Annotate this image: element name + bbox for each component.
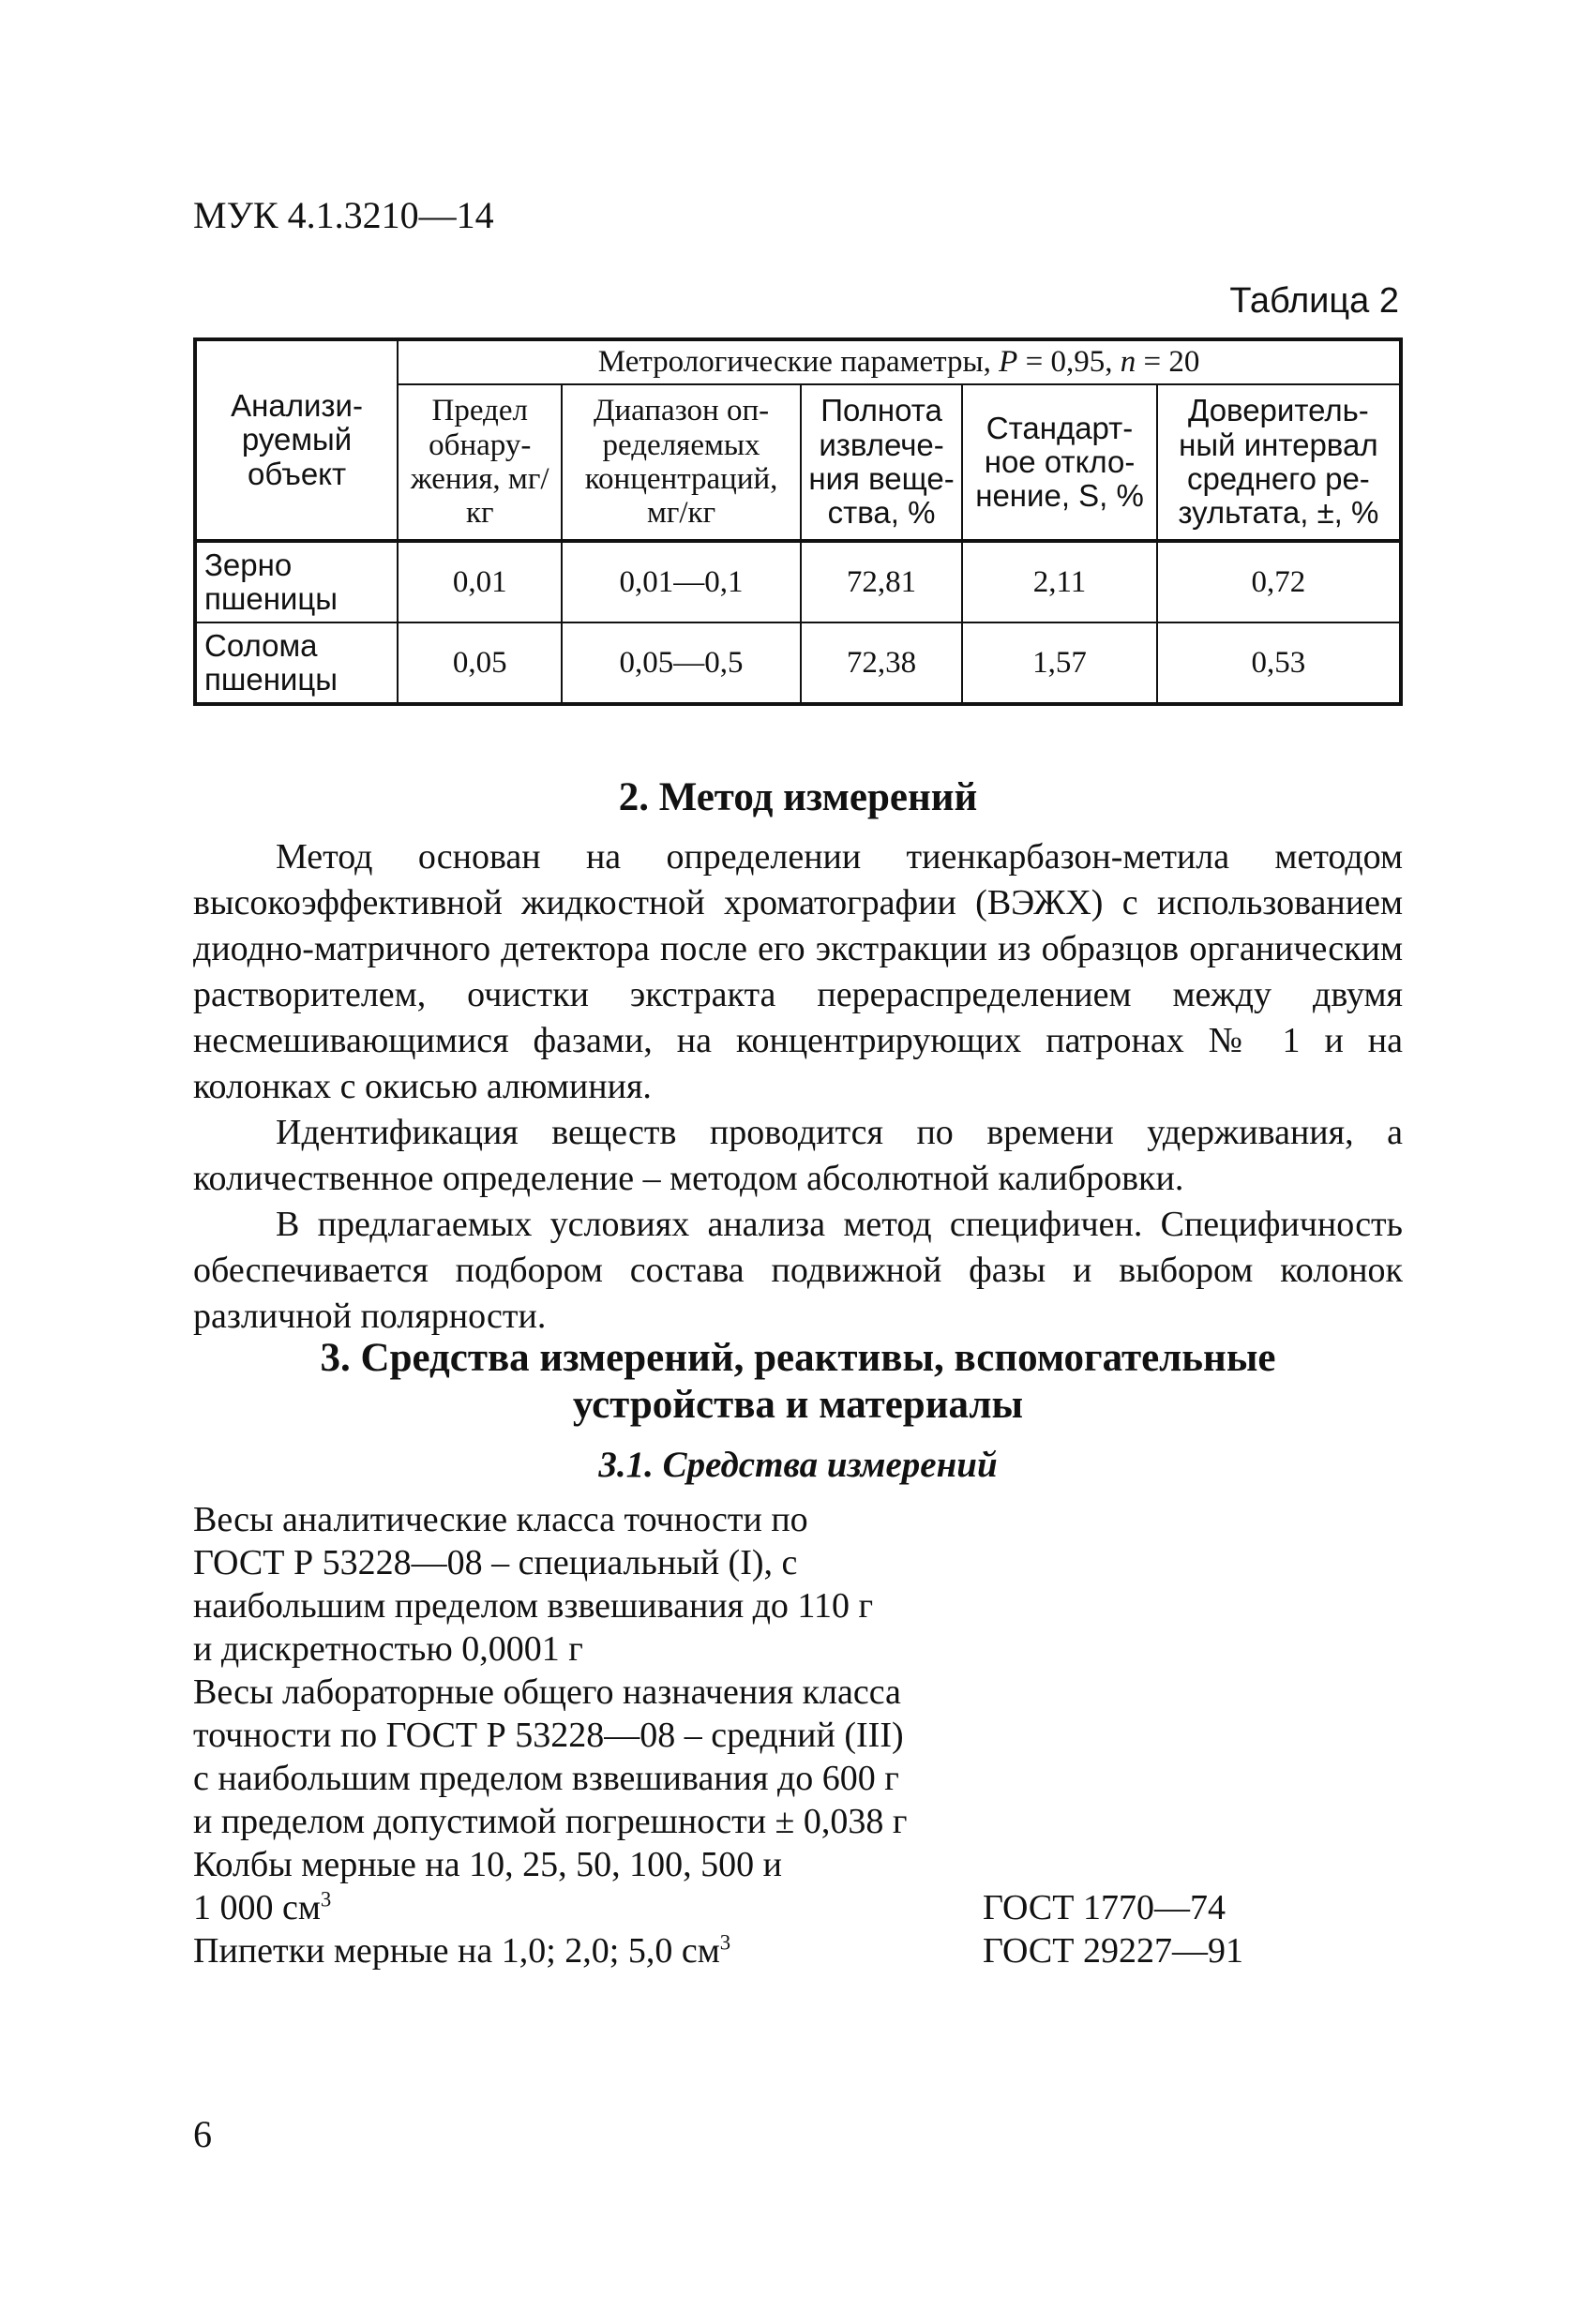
list-item-flasks [193,1886,1403,1929]
object-column-header: Анализи-руемый объект [195,339,398,541]
table-cell: 0,01—0,1 [562,541,800,622]
subsection-3-1-title: 3.1. Средства измерений [598,1445,998,1485]
table-cell: 0,72 [1157,541,1401,622]
table-row [195,541,1401,622]
pipettes-gost: ГОСТ 29227—91 [983,1931,1243,1971]
table-cell: 0,53 [1157,622,1401,704]
section-3-title-line-1: 3. Средства измерений, реактивы, вспомогательные [320,1336,1276,1380]
list-item: Колбы мерные на 10, 25, 50, 100, 500 и [193,1845,782,1884]
list-item: Весы аналитические класса точности по [193,1500,808,1539]
table-cell: 72,81 [801,541,963,622]
list-item: и пределом допустимой погрешности ± 0,038 г [193,1802,908,1841]
row-object: Солома пшеницы [195,622,398,704]
list-item-pipettes [193,1929,1403,1972]
document-id: МУК 4.1.3210—14 [193,194,494,236]
paragraph: Идентификация веществ проводится по времени удерживания, а количественное определение – методом абсолютной калибровки. [193,1113,1403,1198]
column-header-confidence-interval: Доверитель-ный интервал среднего ре-зультата, ±, % [1157,384,1401,541]
column-header-std-deviation: Стандарт-ное откло-нение, S, % [962,384,1156,541]
table-caption: Таблица 2 [1229,281,1399,321]
table-cell: 0,05—0,5 [562,622,800,704]
list-item: наибольшим пределом взвешивания до 110 г [193,1586,874,1626]
cube-superscript: 3 [320,1887,332,1912]
pipettes-text: Пипетки мерные на 1,0; 2,0; 5,0 см [193,1931,720,1971]
list-item: и дискретностью 0,0001 г [193,1629,583,1669]
list-item: с наибольшим пределом взвешивания до 600 г [193,1759,899,1798]
instruments-list [193,1498,1403,1972]
section-3-title-line-2: устройства и материалы [572,1383,1024,1427]
section-2-title: 2. Метод измерений [618,775,978,819]
paragraph: В предлагаемых условиях анализа метод специфичен. Специфичность обеспечивается подбором состава подвижной фазы и выбором колонок различной полярности. [193,1205,1403,1336]
cube-superscript: 3 [719,1930,731,1955]
flasks-gost: ГОСТ 1770—74 [983,1888,1226,1927]
paragraph: Метод основан на определении тиенкарбазон-метила методом высокоэффективной жидкостной хроматографии (ВЭЖХ) с использованием диодно-матричного детектора после его экстракции из образцов органическим растворителем, очистки экстракта перераспределением между двумя несмешивающимися фазами, на концентрирующих патронах № 1 и на колонках с окисью алюминия. [193,837,1403,1106]
column-header-concentration-range: Диапазон оп-ределяемых концентраций, мг/кг [562,384,800,541]
metrology-parameters-header: Метрологические параметры, P = 0,95, n = 20 [398,339,1401,384]
table-cell: 1,57 [962,622,1156,704]
list-item: Весы лабораторные общего назначения класса [193,1672,901,1712]
table-cell: 0,01 [398,541,562,622]
metrology-table [193,337,1403,706]
list-item: точности по ГОСТ Р 53228—08 – средний (III) [193,1716,904,1755]
list-item: ГОСТ Р 53228—08 – специальный (I), с [193,1543,798,1582]
table-cell: 0,05 [398,622,562,704]
table-row [195,622,1401,704]
flasks-volume: 1 000 см [193,1888,321,1927]
table-cell: 72,38 [801,622,963,704]
row-object: Зерно пшеницы [195,541,398,622]
column-header-detection-limit: Предел обнару-жения, мг/кг [398,384,562,541]
column-header-recovery: Полнота извлече-ния веще-ства, % [801,384,963,541]
page-number: 6 [193,2113,212,2155]
section-2-body [193,834,1403,1340]
table-cell: 2,11 [962,541,1156,622]
